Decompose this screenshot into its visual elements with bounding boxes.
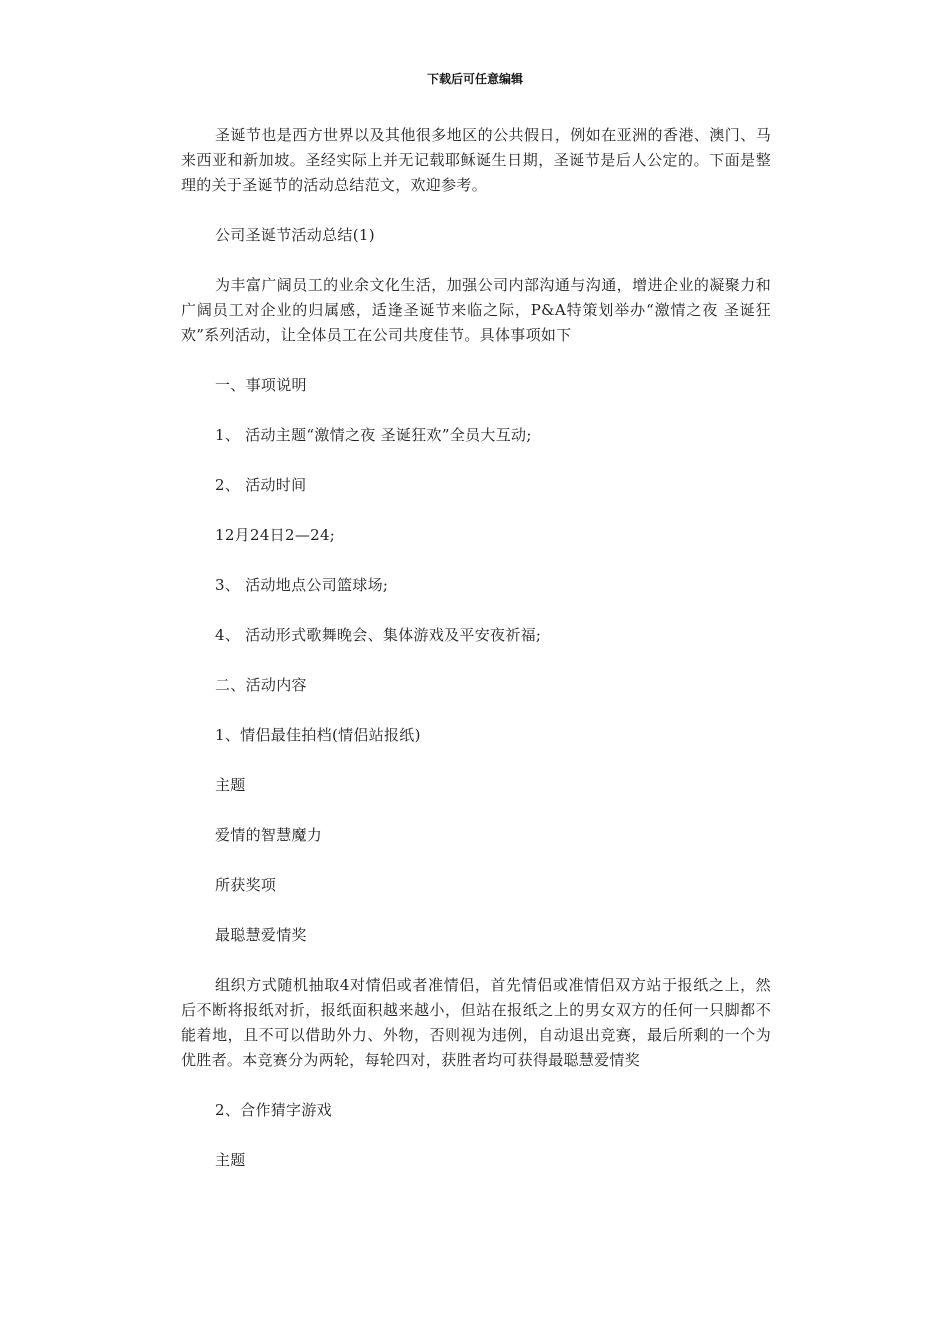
list-item: 3、 活动地点公司篮球场; xyxy=(215,576,389,594)
list-item: 2、 活动时间 xyxy=(215,476,307,494)
intro-paragraph: 圣诞节也是西方世界以及其他很多地区的公共假日，例如在亚洲的香港、澳门、马来西亚和新加坡。圣经实际上并无记载耶稣诞生日期，圣诞节是后人公定的。下面是整理的关于圣诞节的活动总结范文，欢迎参考。 xyxy=(181,126,771,194)
section-heading: 一、事项说明 xyxy=(215,376,307,394)
page-header: 下载后可任意编辑 xyxy=(426,72,523,86)
label-text: 主题 xyxy=(215,776,246,794)
document-body xyxy=(181,123,771,1198)
list-item: 4、 活动形式歌舞晚会、集体游戏及平安夜祈福; xyxy=(215,626,542,644)
list-item: 1、情侣最佳拍档(情侣站报纸) xyxy=(215,726,421,744)
body-paragraph: 为丰富广阔员工的业余文化生活，加强公司内部沟通与沟通，增进企业的凝聚力和广阔员工对企业的归属感，适逢圣诞节来临之际，P&A特策划举办“激情之夜 圣诞狂欢”系列活动，让全体员工在公司共度佳节。具体事项如下 xyxy=(181,276,771,344)
label-text: 所获奖项 xyxy=(215,876,277,894)
label-text: 主题 xyxy=(215,1151,246,1169)
section-heading: 二、活动内容 xyxy=(215,676,307,694)
value-text: 爱情的智慧魔力 xyxy=(215,826,323,844)
section-title: 公司圣诞节活动总结(1) xyxy=(215,226,375,244)
list-item: 1、 活动主题“激情之夜 圣诞狂欢”全员大互动; xyxy=(215,426,532,444)
value-text: 最聪慧爱情奖 xyxy=(215,926,307,944)
body-paragraph: 组织方式随机抽取4对情侣或者准情侣，首先情侣或准情侣双方站于报纸之上，然后不断将报纸对折，报纸面积越来越小，但站在报纸之上的男女双方的任何一只脚都不能着地，且不可以借助外力、外物，否则视为违例，自动退出竞赛，最后所剩的一个为优胜者。本竞赛分为两轮，每轮四对，获胜者均可获得最聪慧爱情奖 xyxy=(181,976,771,1069)
list-item-detail: 12月24日2—24; xyxy=(215,526,336,544)
list-item: 2、合作猜字游戏 xyxy=(215,1101,332,1119)
